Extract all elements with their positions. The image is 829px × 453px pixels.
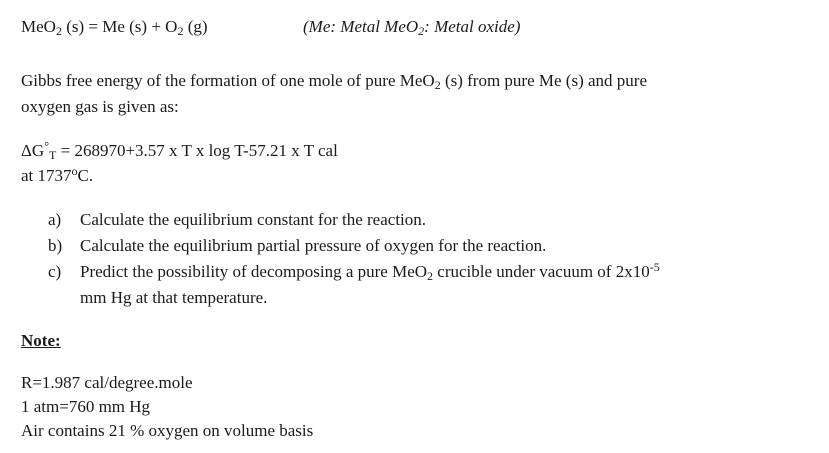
question-b-text: Calculate the equilibrium partial pressure of oxygen for the reaction. (80, 236, 547, 255)
intro-line-1 (21, 71, 647, 91)
question-b (48, 236, 546, 256)
temperature-line (21, 166, 93, 186)
intro-line-1-subscript: 2 (434, 78, 441, 92)
symbol-legend (303, 17, 520, 37)
legend-post: : Metal oxide) (424, 17, 521, 36)
temperature-subscript: T (49, 148, 57, 162)
temperature-value: at 1737 (21, 166, 72, 185)
question-c-text-pre: Predict the possibility of decomposing a pure MeO (80, 262, 428, 281)
reaction-oxide: MeO (21, 17, 56, 36)
note-gas-constant: R=1.987 cal/degree.mole (21, 373, 193, 392)
question-c-text-post: crucible under vacuum of 2x10 (433, 262, 650, 281)
intro-line-1-post: (s) from pure Me (s) and pure (440, 71, 647, 90)
reaction-middle: (s) = Me (s) + O (61, 17, 178, 36)
question-c (48, 262, 660, 282)
note-atm-conversion: 1 atm=760 mm Hg (21, 397, 151, 416)
question-c-label: c) (48, 262, 62, 281)
intro-line-1-pre: Gibbs free energy of the formation of one mole of pure MeO (21, 71, 435, 90)
reaction-oxide-subscript: 2 (55, 24, 62, 38)
legend-subscript: 2 (418, 24, 425, 38)
gibbs-equation-rhs: = 268970+3.57 x T x log T-57.21 x T cal (56, 141, 338, 160)
note-air-composition: Air contains 21 % oxygen on volume basis (21, 421, 314, 440)
note-heading: Note: (21, 331, 61, 350)
temperature-unit: C. (77, 166, 94, 185)
question-b-label: b) (48, 236, 63, 255)
reaction-end: (g) (183, 17, 208, 36)
question-c-subscript: 2 (427, 269, 434, 283)
question-a-label: a) (48, 210, 62, 229)
legend-pre: (Me: Metal MeO (303, 17, 419, 36)
question-a (48, 210, 426, 230)
degree-mark: o (71, 164, 78, 178)
gibbs-equation (21, 141, 338, 161)
reaction-equation (21, 17, 208, 37)
question-a-text: Calculate the equilibrium constant for the reaction. (80, 210, 427, 229)
reaction-oxygen-subscript: 2 (177, 24, 184, 38)
question-c-line-2: mm Hg at that temperature. (80, 288, 268, 307)
intro-line-2: oxygen gas is given as: (21, 97, 179, 116)
question-c-exponent: -5 (649, 260, 660, 274)
standard-degree-mark: ° (44, 139, 50, 153)
delta-g: ΔG (21, 141, 45, 160)
